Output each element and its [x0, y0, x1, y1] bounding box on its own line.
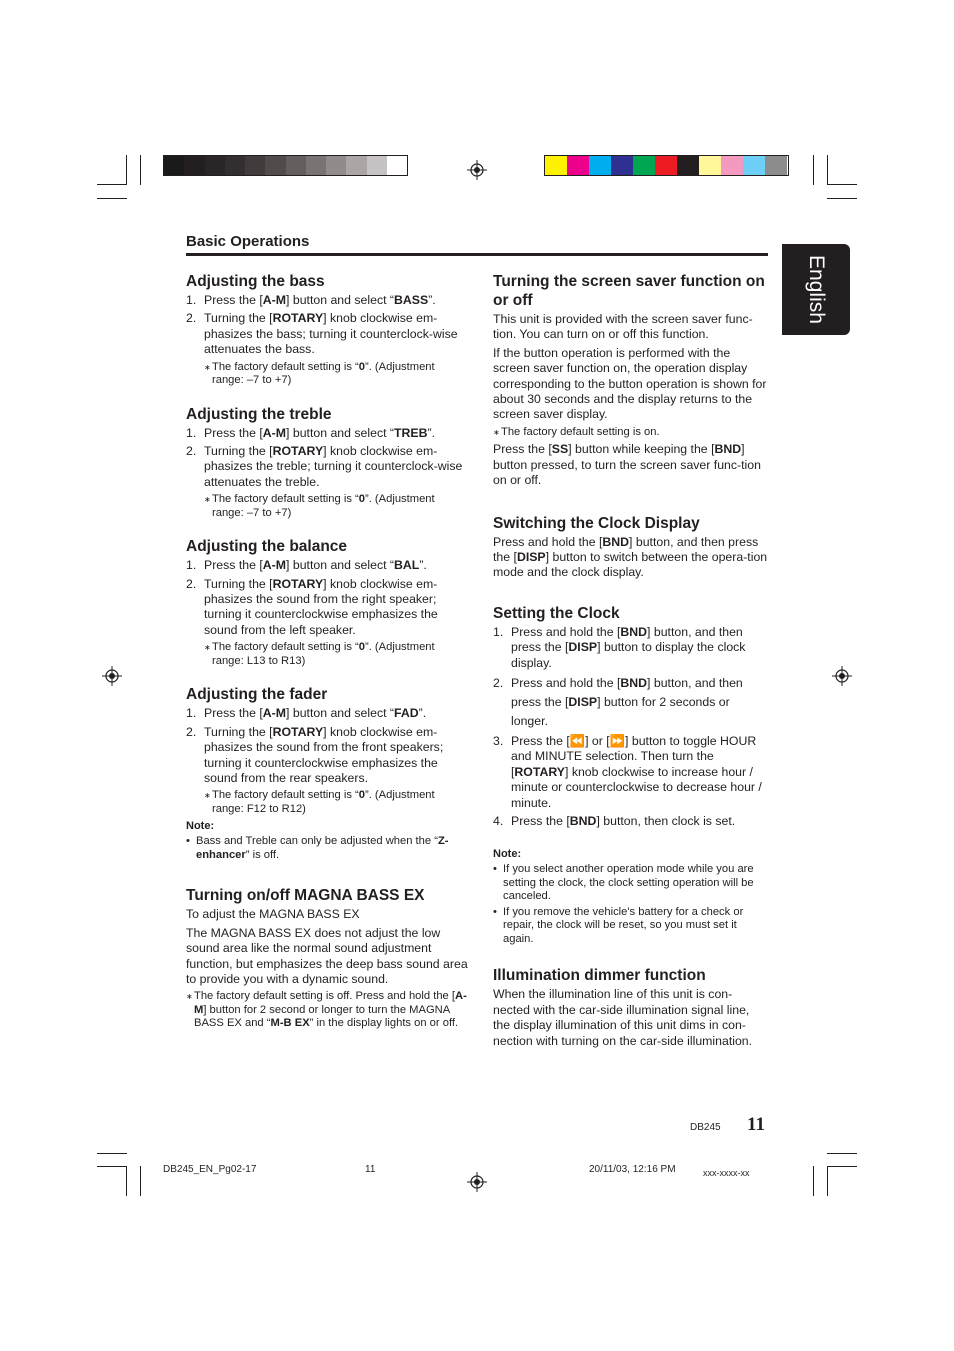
balance-step-1: 1. Press the [A-M] button and select “BAL”. — [186, 558, 427, 573]
magna-default-note: ∗ The factory default setting is off. Press and hold the [A-M] button for 2 second or longer to turn the MAGNA BASS EX and “M-B EX” in the display lights on or off. — [186, 990, 467, 1030]
treble-heading: Adjusting the treble — [186, 405, 332, 423]
color-swatch — [633, 156, 655, 175]
screen-saver-p3: Press the [SS] button while keeping the [BND] button pressed, to turn the screen saver func-tion on or off. — [493, 442, 761, 488]
crop-mark — [140, 155, 141, 185]
color-swatch — [346, 156, 366, 175]
crop-mark — [97, 1153, 127, 1154]
set-clock-step-3: 3. Press the [⏪] or [⏩] button to toggle HOUR and MINUTE selection. Then turn the [ROTARY] knob clockwise to increase hour / minute or counterclockwise to decrease hour / minute. — [493, 734, 762, 810]
color-swatch — [545, 156, 567, 175]
color-swatch — [743, 156, 765, 175]
crop-mark — [126, 1166, 127, 1196]
language-tab-label: English — [805, 255, 828, 324]
left-column — [186, 272, 468, 1034]
magna-paragraph: The MAGNA BASS EX does not adjust the low sound area like the normal sound adjustment function, but emphasizes the deep bass sound area to provide you with a dynamic sound. — [186, 925, 468, 986]
crop-mark — [827, 1166, 828, 1196]
crop-mark — [126, 155, 127, 185]
fader-step-1: 1. Press the [A-M] button and select “FAD”. — [186, 706, 427, 721]
registration-mark-icon — [102, 666, 122, 686]
treble-step-1: 1. Press the [A-M] button and select “TREB”. — [186, 425, 436, 440]
grayscale-calibration-bar — [163, 155, 408, 176]
set-clock-note-bullet: • If you select another operation mode while you are setting the clock, the clock setting operation will be canceled. — [493, 863, 754, 903]
page-number: 11 — [747, 1114, 765, 1135]
set-clock-step-2: 2. Press and hold the [BND] button, and then press the [DISP] button for 2 seconds or longer. — [493, 676, 743, 728]
color-swatch — [286, 156, 306, 175]
set-clock-step-1: 1. Press and hold the [BND] button, and then press the [DISP] button to display the clock display. — [493, 624, 746, 670]
color-swatch — [225, 156, 245, 175]
bass-default-note: ∗ The factory default setting is “0”. (Adjustment range: –7 to +7) — [204, 360, 435, 387]
crop-mark — [827, 1153, 857, 1154]
balance-heading: Adjusting the balance — [186, 538, 348, 556]
crop-mark — [813, 1166, 814, 1196]
color-swatch — [589, 156, 611, 175]
file-name: DB245_EN_Pg02-17 — [163, 1164, 257, 1175]
registration-mark-icon — [467, 160, 487, 180]
fader-default-note: ∗ The factory default setting is “0”. (Adjustment range: F12 to R12) — [204, 789, 435, 815]
balance-step-2: 2. Turning the [ROTARY] knob clockwise em-phasizes the sound from the right speaker; turning it counterclockwise emphasizes the sound from the left speaker. — [186, 576, 438, 637]
crop-mark — [813, 155, 814, 185]
crop-mark — [97, 198, 127, 199]
crop-mark — [827, 198, 857, 199]
screen-saver-default-note: ∗ The factory default setting is on. — [493, 425, 660, 438]
registration-mark-icon — [832, 666, 852, 686]
color-swatch — [387, 156, 407, 175]
crop-mark — [827, 155, 828, 185]
magna-intro: To adjust the MAGNA BASS EX — [186, 907, 360, 922]
color-swatch — [699, 156, 721, 175]
language-tab — [782, 244, 850, 335]
set-clock-heading: Setting the Clock — [493, 604, 620, 622]
set-clock-note-bullet: • If you remove the vehicle's battery for a check or repair, the clock will be reset, so you must set it again. — [493, 905, 744, 945]
dimmer-paragraph: When the illumination line of this unit is con-nected with the car-side illumination signal line, the display illumination of this unit dims in con-nection with turning on the car-side illumination. — [493, 987, 753, 1048]
color-swatch — [677, 156, 699, 175]
model-label: DB245 — [690, 1122, 721, 1133]
fader-note-heading: Note: — [186, 820, 215, 833]
color-swatch — [205, 156, 225, 175]
crop-mark — [827, 184, 857, 185]
magna-heading: Turning on/off MAGNA BASS EX — [186, 887, 425, 905]
set-clock-note-heading: Note: — [493, 848, 522, 861]
section-title: Basic Operations — [186, 233, 310, 250]
bass-step-1: 1. Press the [A-M] button and select “BASS”. — [186, 293, 436, 307]
crop-mark — [97, 184, 127, 185]
crop-mark — [827, 1166, 857, 1167]
rewind-icon: ⏪ — [569, 734, 586, 748]
balance-default-note: ∗ The factory default setting is “0”. (Adjustment range: L13 to R13) — [204, 641, 435, 667]
part-code: xxx-xxxx-xx — [703, 1168, 750, 1178]
screen-saver-p2: If the button operation is performed with the screen saver function on, the operation display corresponding to the button operation is shown for about 30 seconds and the display returns to the screen saver display. — [493, 345, 767, 422]
color-swatch — [567, 156, 589, 175]
dimmer-heading: Illumination dimmer function — [493, 967, 706, 985]
clock-display-paragraph: Press and hold the [BND] button, and then press the [DISP] button to switch between the opera-tion mode and the clock display. — [493, 534, 768, 580]
color-calibration-bar — [544, 155, 789, 176]
color-swatch — [765, 156, 787, 175]
color-swatch — [721, 156, 743, 175]
print-datetime: 20/11/03, 12:16 PM — [589, 1164, 676, 1175]
right-column — [493, 272, 769, 1052]
color-swatch — [306, 156, 326, 175]
treble-step-2: 2. Turning the [ROTARY] knob clockwise em-phasizes the treble; turning it counterclock-wise attenuates the treble. — [186, 444, 463, 489]
bass-heading: Adjusting the bass — [186, 273, 325, 290]
bass-step-2: 2. Turning the [ROTARY] knob clockwise em-phasizes the bass; turning it counterclock-wise attenuates the bass. — [186, 311, 458, 357]
crop-mark — [97, 1166, 127, 1167]
fader-step-2: 2. Turning the [ROTARY] knob clockwise em-phasizes the sound from the front speakers; turning it counterclockwise emphasizes the sound from the rear speakers. — [186, 724, 444, 785]
crop-mark — [140, 1166, 141, 1196]
color-swatch — [245, 156, 265, 175]
color-swatch — [367, 156, 387, 175]
color-swatch — [164, 156, 184, 175]
color-swatch — [184, 156, 204, 175]
color-swatch — [326, 156, 346, 175]
header-rule — [186, 253, 768, 256]
color-swatch — [655, 156, 677, 175]
set-clock-step-4: 4. Press the [BND] button, then clock is set. — [493, 814, 736, 829]
screen-saver-heading: Turning the screen saver function on or off — [493, 273, 765, 309]
fader-heading: Adjusting the fader — [186, 686, 328, 704]
treble-default-note: ∗ The factory default setting is “0”. (Adjustment range: –7 to +7) — [204, 493, 435, 519]
registration-mark-icon — [467, 1172, 487, 1192]
color-swatch — [611, 156, 633, 175]
screen-saver-p1: This unit is provided with the screen saver func-tion. You can turn on or off this function. — [493, 312, 753, 342]
clock-display-heading: Switching the Clock Display — [493, 514, 700, 532]
fast-forward-icon: ⏩ — [609, 734, 626, 748]
fader-note-bullet: • Bass and Treble can only be adjusted when the “Z-enhancer” is off. — [186, 835, 449, 861]
file-page: 11 — [365, 1164, 376, 1175]
color-swatch — [265, 156, 285, 175]
